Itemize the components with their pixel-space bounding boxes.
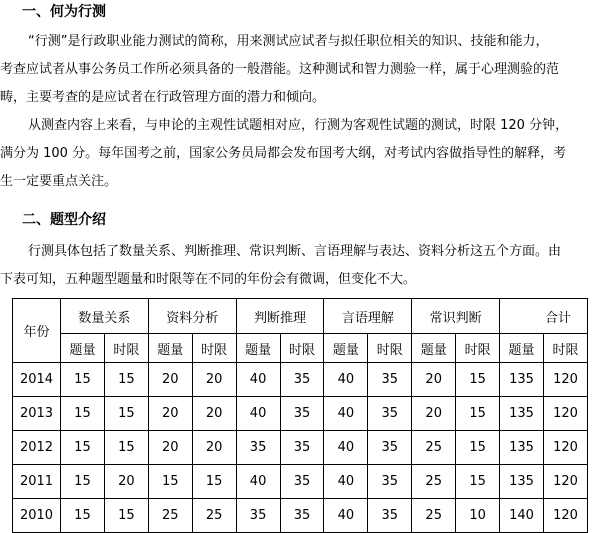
count-cell: 25 [412,499,456,533]
group-header-data-analysis: 资料分析 [148,299,236,334]
table-row [13,363,588,397]
table-subheader-row [13,334,588,363]
year-cell: 2012 [13,431,61,465]
count-cell: 40 [324,499,368,533]
count-cell: 35 [236,499,280,533]
count-cell: 20 [412,397,456,431]
year-cell: 2011 [13,465,61,499]
subheader-count: 题量 [324,334,368,363]
paragraph-line: 从测查内容上来看，与申论的主观性试题相对应，行测为客观性试题的测试，时限 120 分钟， [28,118,569,133]
section-heading-what-is-xingce: 一、何为行测 [22,4,106,20]
paragraph-content-scope [0,112,594,196]
count-cell: 20 [148,431,192,465]
count-cell: 25 [412,431,456,465]
time-cell: 15 [456,363,500,397]
count-cell: 40 [324,465,368,499]
count-cell: 140 [500,499,544,533]
time-cell: 35 [368,363,412,397]
count-cell: 15 [148,465,192,499]
year-cell: 2013 [13,397,61,431]
subheader-count: 题量 [61,334,105,363]
group-header-total: 合计 [500,299,588,334]
count-cell: 40 [324,431,368,465]
count-cell: 35 [236,431,280,465]
subheader-time: 时限 [543,334,587,363]
time-cell: 15 [104,499,148,533]
subheader-time: 时限 [456,334,500,363]
count-cell: 15 [61,397,105,431]
paragraph-line: 下表可知，五种题型题量和时限等在不同的年份会有微调，但变化不大。 [0,272,417,287]
subheader-count: 题量 [236,334,280,363]
count-cell: 40 [324,397,368,431]
time-cell: 20 [104,465,148,499]
subheader-count: 题量 [148,334,192,363]
paragraph-line: 考查应试者从事公务员工作所必须具备的一般潜能。这种测试和智力测验一样，属于心理测验的范 [0,62,560,77]
count-cell: 135 [500,363,544,397]
time-cell: 120 [543,431,587,465]
time-cell: 35 [280,397,324,431]
table-row [13,397,588,431]
question-type-table [12,298,588,533]
count-cell: 40 [324,363,368,397]
table-row [13,499,588,533]
paragraph-line: “行测”是行政职业能力测试的简称，用来测试应试者与拟任职位相关的知识、技能和能力， [28,34,549,49]
count-cell: 25 [148,499,192,533]
count-cell: 15 [61,431,105,465]
subheader-count: 题量 [500,334,544,363]
group-header-judgment: 判断推理 [236,299,324,334]
count-cell: 20 [412,363,456,397]
table-row [13,431,588,465]
time-cell: 15 [456,397,500,431]
subheader-time: 时限 [368,334,412,363]
table-body [13,363,588,533]
time-cell: 120 [543,465,587,499]
time-cell: 25 [192,499,236,533]
subheader-count: 题量 [412,334,456,363]
time-cell: 35 [368,431,412,465]
count-cell: 15 [61,499,105,533]
time-cell: 15 [456,431,500,465]
paragraph-line: 满分为 100 分。每年国考之前，国家公务员局都会发布国考大纲，对考试内容做指导性的解释，考 [0,146,567,161]
count-cell: 40 [236,397,280,431]
subheader-time: 时限 [280,334,324,363]
time-cell: 15 [104,363,148,397]
group-header-common-sense: 常识判断 [412,299,500,334]
subheader-time: 时限 [192,334,236,363]
count-cell: 25 [412,465,456,499]
time-cell: 15 [456,465,500,499]
count-cell: 135 [500,431,544,465]
paragraph-line: 畴，主要考查的是应试者在行政管理方面的潜力和倾向。 [0,90,326,105]
group-header-quantitative: 数量关系 [61,299,149,334]
time-cell: 35 [280,465,324,499]
group-header-verbal: 言语理解 [324,299,412,334]
paragraph-line: 行测具体包括了数量关系、判断推理、常识判断、言语理解与表达、资料分析这五个方面。由 [28,244,562,259]
time-cell: 35 [280,431,324,465]
count-cell: 15 [61,465,105,499]
count-cell: 20 [148,363,192,397]
time-cell: 35 [368,397,412,431]
time-cell: 35 [280,363,324,397]
year-header-cell: 年份 [13,299,61,363]
paragraph-definition [0,28,594,112]
count-cell: 135 [500,465,544,499]
count-cell: 40 [236,465,280,499]
table-row [13,465,588,499]
paragraph-line: 生一定要重点关注。 [0,174,118,189]
count-cell: 15 [61,363,105,397]
time-cell: 35 [280,499,324,533]
time-cell: 120 [543,397,587,431]
count-cell: 135 [500,397,544,431]
time-cell: 35 [368,499,412,533]
count-cell: 20 [148,397,192,431]
section-heading-question-types: 二、题型介绍 [22,212,106,228]
year-cell: 2014 [13,363,61,397]
time-cell: 20 [192,397,236,431]
subheader-time: 时限 [104,334,148,363]
year-cell: 2010 [13,499,61,533]
time-cell: 20 [192,431,236,465]
time-cell: 120 [543,499,587,533]
count-cell: 40 [236,363,280,397]
table-header-row [13,299,588,334]
paragraph-question-types [0,238,594,294]
time-cell: 15 [192,465,236,499]
time-cell: 35 [368,465,412,499]
time-cell: 15 [104,431,148,465]
time-cell: 20 [192,363,236,397]
time-cell: 120 [543,363,587,397]
time-cell: 15 [104,397,148,431]
time-cell: 10 [456,499,500,533]
